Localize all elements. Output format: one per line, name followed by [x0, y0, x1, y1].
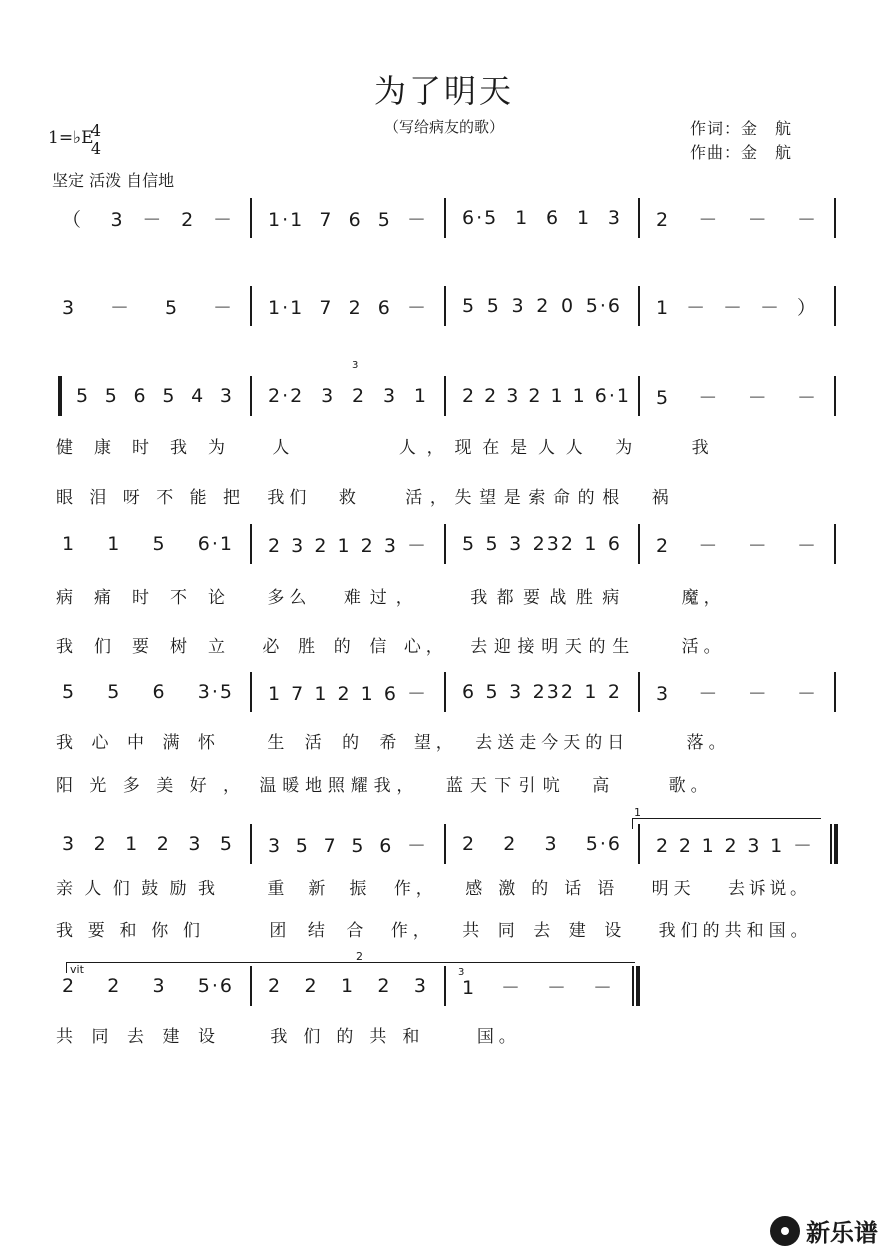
lyric-segment: 感激的话语 [465, 879, 616, 899]
volta-number-2: 2 [356, 950, 363, 963]
lyric-line [56, 1022, 836, 1047]
barline [444, 376, 446, 416]
lyric-segment: 歌。 [668, 776, 709, 796]
time-signature-top: 4 [90, 121, 102, 140]
barline [638, 672, 640, 712]
barline [250, 524, 252, 564]
staff-row [48, 524, 840, 564]
barline [250, 286, 252, 326]
barline [834, 376, 836, 416]
lyric-segment: 救 [338, 488, 357, 508]
notation: 2 2 3 2 1 1 6·1 [462, 385, 631, 407]
measure [642, 824, 828, 864]
lyric-segment: 我们要树立 [56, 637, 226, 657]
measure [448, 286, 636, 326]
lyric-line [56, 874, 836, 899]
notation: 1 7 1 2 1 6 － [268, 682, 428, 705]
site-logo-text: 新乐谱 [806, 1219, 878, 1247]
lyric-segment: 望， [413, 733, 454, 753]
lyric-segment: 难过， [343, 588, 414, 608]
lyric-segment: 活。 [681, 637, 722, 657]
lyric-segment: 我们的共和 [270, 1027, 421, 1047]
lyric-line [56, 771, 836, 796]
lyric-segment: 必胜的信 [262, 637, 388, 657]
measure [254, 376, 442, 416]
staff-row [48, 198, 840, 238]
barline [250, 672, 252, 712]
notation: 3 － － － [656, 682, 818, 705]
measure [48, 824, 248, 864]
lyric-segment: 多么 [267, 588, 308, 608]
song-title: 为了明天 [373, 72, 514, 110]
barline [250, 198, 252, 238]
lyric-segment: 作， [390, 921, 431, 941]
notation: 1 － － － ） [656, 296, 818, 319]
notation: 5 5 3 232 1 6 [462, 533, 622, 555]
lyric-segment: 我们 [267, 488, 308, 508]
barline [834, 524, 836, 564]
time-signature-bottom: 4 [90, 139, 102, 158]
lyric-segment: 心， [403, 637, 444, 657]
lyric-segment: 国。 [476, 1027, 517, 1047]
lyric-segment: 健康时我为 [56, 438, 226, 458]
measure [254, 286, 442, 326]
lyric-segment: 我心中满怀 [56, 733, 216, 753]
notation: 2 2 3 5·6 [62, 975, 234, 997]
lyric-segment: 共同去建设 [462, 921, 623, 941]
lyric-segment: 去诉说。 [728, 879, 809, 899]
lyric-segment: 我 [691, 438, 710, 458]
notation: 5 － － － [656, 386, 818, 409]
lyric-segment: 生活的希 [267, 733, 398, 753]
lyric-segment: 我都要战胜病 [470, 588, 621, 608]
measure [448, 672, 636, 712]
notation: 2 2 1 2 3 [268, 975, 428, 997]
lyric-segment: 人，现在是人人 [398, 438, 584, 458]
measure [448, 824, 636, 864]
vit-marking: vit [70, 963, 84, 976]
barline [834, 198, 836, 238]
barline [638, 824, 640, 864]
song-subtitle: （写给病友的歌） [383, 118, 504, 136]
measure [448, 376, 636, 416]
notation: 2·2 3 2 3 1 [268, 385, 428, 407]
notation: 2 2 1 2 3 1 － [656, 834, 814, 857]
staff-row [48, 672, 840, 712]
barline [834, 672, 836, 712]
tempo-marking: 坚定 活泼 自信地 [52, 171, 175, 190]
barline [834, 286, 836, 326]
notation: 6 5 3 232 1 2 [462, 681, 622, 703]
notation: 1·1 7 6 5 － [268, 208, 428, 231]
lyric-segment: 去迎接明天的生 [470, 637, 631, 657]
notation: 1 1 5 6·1 [62, 533, 234, 555]
lyric-segment: 为 [615, 438, 634, 458]
measure [48, 286, 248, 326]
notation: 5 5 3 2 0 5·6 [462, 295, 622, 317]
measure [254, 824, 442, 864]
lyric-segment: 病痛时不论 [56, 588, 226, 608]
barline [444, 286, 446, 326]
repeat-end-barline-thin [830, 824, 832, 864]
barline [444, 198, 446, 238]
lyric-segment: 蓝天下引吭 [445, 776, 561, 796]
lyric-line [56, 728, 836, 753]
barline [444, 824, 446, 864]
notation: 3 5 7 5 6 － [268, 834, 428, 857]
lyric-segment: 温暖地照耀我， [259, 776, 415, 796]
lyric-line [56, 433, 836, 458]
notation: 2 － － － [656, 208, 818, 231]
volta-number-1: 1 [634, 806, 641, 819]
notation: 3 2 1 2 3 5 [62, 833, 234, 855]
notation: 6·5 1 6 1 3 [462, 207, 622, 229]
measure [254, 672, 442, 712]
notation: 1 － － － [462, 976, 614, 999]
notation: 5 5 6 5 4 3 [76, 385, 234, 407]
lyric-segment: 高 [592, 776, 611, 796]
measure [642, 198, 832, 238]
notation: 2 － － － [656, 534, 818, 557]
lyric-line [56, 483, 836, 508]
lyric-segment: 作， [393, 879, 434, 899]
final-barline-thin [632, 966, 634, 1006]
meter-change-marker: 3 [458, 967, 465, 978]
notation: 5 5 6 3·5 [62, 681, 234, 703]
lyric-segment: 我要和你们 [56, 921, 201, 941]
barline [250, 966, 252, 1006]
lyric-segment: 明天 [651, 879, 692, 899]
lyric-segment: 团结合 [269, 921, 365, 941]
lyric-segment: 我们的共和国。 [658, 921, 809, 941]
lyric-segment: 眼泪呀不能把 [56, 488, 241, 508]
measure [254, 198, 442, 238]
barline [638, 524, 640, 564]
staff-row [48, 286, 840, 326]
measure [48, 524, 248, 564]
lyric-segment: 落。 [686, 733, 727, 753]
lyric-segment: 共同去建设 [56, 1027, 216, 1047]
barline [444, 966, 446, 1006]
time-signature [89, 122, 103, 158]
staff-row [48, 824, 840, 864]
record-disc-icon [770, 1216, 800, 1246]
staff-row [48, 966, 840, 1006]
barline [444, 524, 446, 564]
site-logo [770, 1213, 878, 1248]
lyric-line [56, 916, 836, 941]
lyric-segment: 活，失望是索命的根 [405, 488, 621, 508]
lyric-segment: 重新振 [267, 879, 368, 899]
barline [638, 286, 640, 326]
lyric-segment: 去送走今天的日 [475, 733, 626, 753]
barline [250, 376, 252, 416]
repeat-end-barline [834, 824, 838, 864]
staff-row [48, 360, 840, 416]
barline [638, 198, 640, 238]
lyric-segment: 祸 [651, 488, 670, 508]
lyric-segment: 魔， [681, 588, 722, 608]
barline [444, 672, 446, 712]
composer-credit: 作曲：金 航 [690, 143, 793, 162]
measure [642, 672, 832, 712]
lyric-segment: 亲人们鼓励我 [56, 879, 216, 899]
measure [62, 376, 248, 416]
measure [448, 966, 628, 1006]
measure [448, 524, 636, 564]
barline [250, 824, 252, 864]
triplet-marker: 3 [352, 360, 359, 371]
measure [642, 286, 832, 326]
lyric-segment: 人 [272, 438, 291, 458]
notation: 2 2 3 5·6 [462, 833, 622, 855]
final-barline [636, 966, 640, 1006]
measure [448, 198, 636, 238]
key-signature: 1=♭E [48, 128, 94, 148]
lyric-line [56, 632, 836, 657]
measure [254, 966, 442, 1006]
notation: 3 － 5 － [62, 296, 234, 319]
measure [48, 198, 248, 238]
measure [642, 524, 832, 564]
lyric-segment: 阳光多美好， [56, 776, 241, 796]
measure [254, 524, 442, 564]
notation: 2 3 2 1 2 3 － [268, 534, 428, 557]
notation: 1·1 7 2 6 － [268, 296, 428, 319]
measure [48, 966, 248, 1006]
barline [638, 376, 640, 416]
lyric-line [56, 583, 836, 608]
measure [48, 672, 248, 712]
lyricist-credit: 作词：金 航 [690, 119, 793, 138]
notation: （ 3 － 2 － [62, 208, 234, 231]
measure [642, 376, 832, 416]
